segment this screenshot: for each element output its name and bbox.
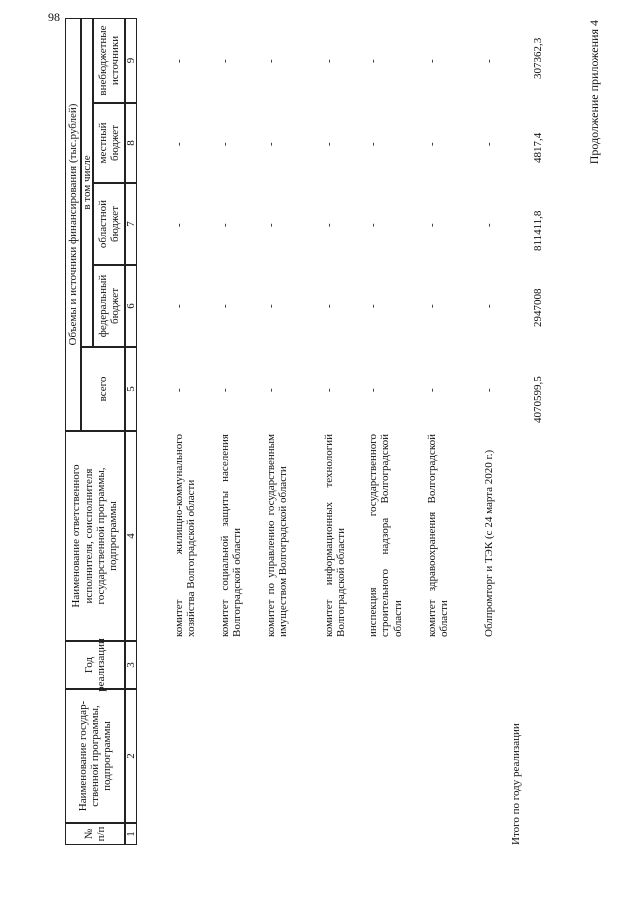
value-local: - <box>323 142 335 146</box>
header-cell-3: Год реализации <box>65 641 125 689</box>
value-local: - <box>367 142 379 146</box>
executor-name: комитет по управлению государственным имуществом Волгоградской области <box>265 434 290 637</box>
value-federal: - <box>367 304 379 308</box>
value-regional: - <box>265 223 277 227</box>
value-extra: - <box>323 59 335 63</box>
col-number: 4 <box>125 431 137 641</box>
col-number: 2 <box>125 689 137 823</box>
header-regional: областной бюджет <box>93 183 125 265</box>
value-total: - <box>173 388 185 392</box>
col-number: 6 <box>125 265 137 347</box>
value-extra: - <box>426 59 438 63</box>
value-regional: - <box>173 223 185 227</box>
value-extra: - <box>483 59 495 63</box>
value-federal: - <box>426 304 438 308</box>
value-extra: - <box>265 59 277 63</box>
header-including: в том числе <box>81 18 93 347</box>
value-total: - <box>323 388 335 392</box>
value-local: - <box>173 142 185 146</box>
value-regional: - <box>426 223 438 227</box>
continuation-note: Продолжение приложения 4 <box>587 20 601 165</box>
header-local: местный бюджет <box>93 103 125 183</box>
page-number: 98 <box>48 10 60 24</box>
value-regional: - <box>219 223 231 227</box>
value-federal: - <box>323 304 335 308</box>
value-federal: - <box>483 304 495 308</box>
value-total: - <box>483 388 495 392</box>
header-cell-1: № п/п <box>65 823 125 845</box>
value-extra: - <box>367 59 379 63</box>
header-cell-4: Наименование ответственного исполнителя, соисполнителя государственной программы, подпрограммы <box>65 431 125 641</box>
value-extra: - <box>219 59 231 63</box>
value-regional: - <box>483 223 495 227</box>
value-total: - <box>265 388 277 392</box>
value-regional: - <box>323 223 335 227</box>
col-number: 7 <box>125 183 137 265</box>
value-local: - <box>426 142 438 146</box>
col-number: 5 <box>125 347 137 431</box>
header-group: Объемы и источники финансирования (тыс.рублей) <box>65 18 81 431</box>
executor-name: инспекция государственного строительного надзора Волгоградской области <box>367 434 404 637</box>
total-value-extra: 307362,3 <box>532 37 544 79</box>
total-value-regional: 811411,8 <box>532 210 544 251</box>
col-number: 3 <box>125 641 137 689</box>
executor-name: комитет жилищно-коммунального хозяйства Волгоградской области <box>173 434 198 637</box>
executor-name: комитет информационных технологий Волгоградской области <box>323 434 348 637</box>
value-total: - <box>367 388 379 392</box>
col-number: 8 <box>125 103 137 183</box>
total-value-all: 4070599,5 <box>532 376 544 423</box>
total-row-label: Итого по году реализации <box>510 723 522 845</box>
executor-name: комитет здравоохранения Волгоградской области <box>426 434 451 637</box>
total-value-federal: 2947008 <box>532 288 544 327</box>
header-total: всего <box>81 347 125 431</box>
value-total: - <box>426 388 438 392</box>
executor-name: Облпромторг и ТЭК (с 24 марта 2020 г.) <box>483 449 495 637</box>
value-total: - <box>219 388 231 392</box>
total-value-local: 4817,4 <box>532 132 544 163</box>
col-number: 9 <box>125 18 137 103</box>
header-federal: федеральный бюджет <box>93 265 125 347</box>
value-federal: - <box>265 304 277 308</box>
value-extra: - <box>173 59 185 63</box>
header-cell-2: Наименование государ-ственной программы, подпрограммы <box>65 689 125 823</box>
header-extra: внебюджетные источники <box>93 18 125 103</box>
value-federal: - <box>219 304 231 308</box>
value-local: - <box>265 142 277 146</box>
value-local: - <box>219 142 231 146</box>
col-number: 1 <box>125 823 137 845</box>
value-federal: - <box>173 304 185 308</box>
executor-name: комитет социальной защиты населения Волгоградской области <box>219 434 244 637</box>
value-regional: - <box>367 223 379 227</box>
value-local: - <box>483 142 495 146</box>
